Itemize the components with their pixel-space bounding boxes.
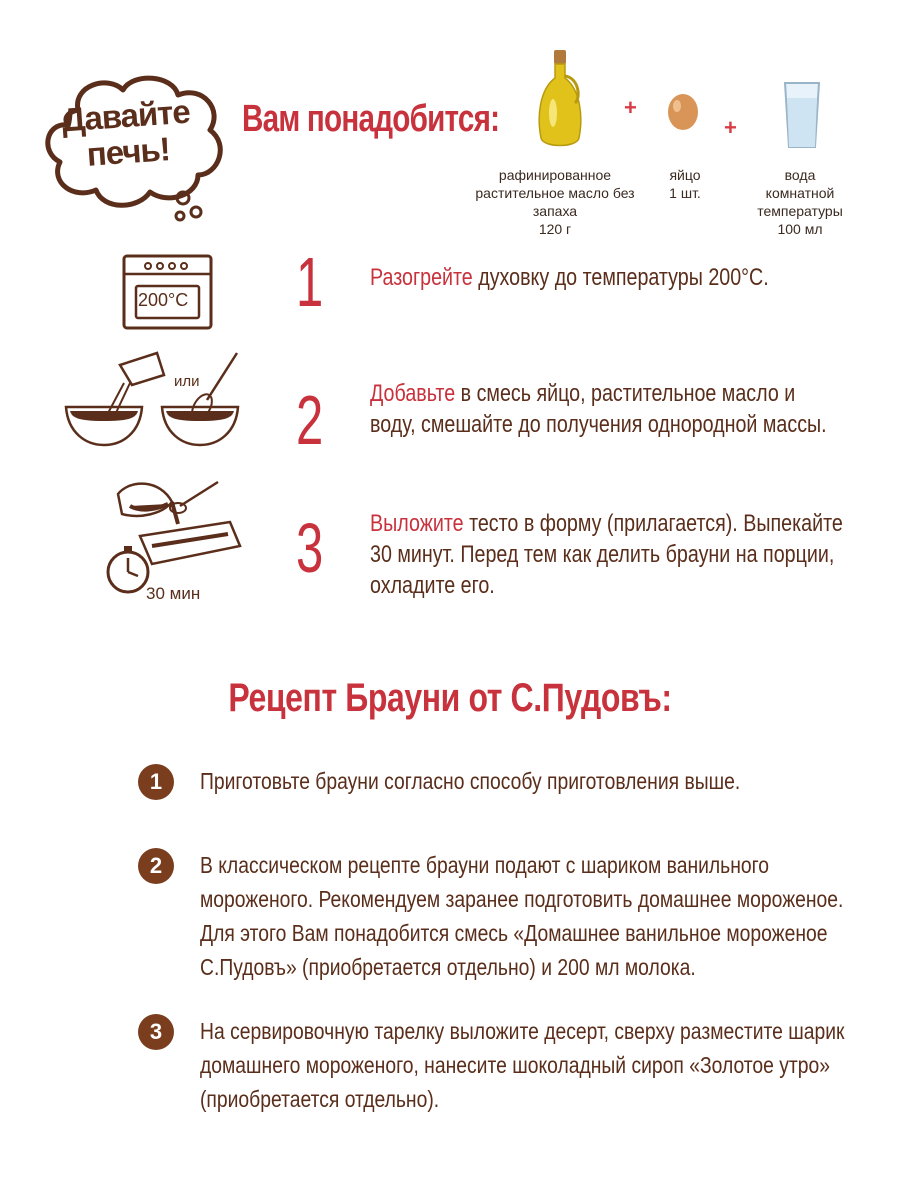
step-number: 1: [296, 243, 324, 321]
recipe-step-badge: 1: [138, 764, 174, 800]
egg-icon: [665, 90, 701, 132]
recipe-title: Рецепт Брауни от С.Пудовъ:: [228, 676, 672, 720]
recipe-step-badge: 2: [138, 848, 174, 884]
recipe-step-3-text: На сервировочную тарелку выложите десерт, сверху разместите шарик домашнего мороженого, нанесите шоколадный сироп «Золотое утро» (приобретается отдельно).: [200, 1018, 845, 1112]
timer-label: 30 мин: [146, 584, 201, 603]
ingredient-egg-label: яйцо 1 шт.: [669, 167, 701, 201]
ingredient-water-label: вода комнатной температуры 100 мл: [757, 167, 843, 237]
water-glass-icon: [782, 80, 822, 150]
ingredient-oil-label: рафинированное растительное масло без запаха 120 г: [475, 167, 635, 237]
recipe-step-badge: 3: [138, 1014, 174, 1050]
plus-sign: +: [724, 115, 737, 140]
ingredients-title: Вам понадобится:: [242, 98, 500, 140]
plus-sign: +: [624, 95, 637, 120]
recipe-step-2-text: В классическом рецепте брауни подают с шариком ванильного мороженого. Рекомендуем заранее подготовить домашнее мороженое. Для этого Вам понадобится смесь «Домашнее ванильное мороженое С.Пудовъ» (приобретается отдельно) и 200 мл молока.: [200, 852, 844, 980]
step-2-text: Добавьте в смесь яйцо, растительное масло и воду, смешайте до получения однородной массы.: [370, 380, 827, 438]
recipe-step-1-text: Приготовьте брауни согласно способу приготовления выше.: [200, 768, 741, 794]
step-3-text: Выложите тесто в форму (прилагается). Выпекайте 30 минут. Перед тем как делить брауни на порции, охладите его.: [370, 510, 843, 599]
mixer-bowl-icon: [62, 345, 252, 450]
or-label: или: [174, 373, 200, 390]
oven-display: 200°С: [138, 290, 189, 310]
step-number: 3: [296, 509, 324, 587]
cloud-text: Давайте печь!: [60, 92, 191, 173]
oil-bottle-icon: [535, 48, 585, 153]
step-1-text: Разогрейте духовку до температуры 200°С.: [370, 264, 769, 291]
step-number: 2: [296, 381, 324, 459]
